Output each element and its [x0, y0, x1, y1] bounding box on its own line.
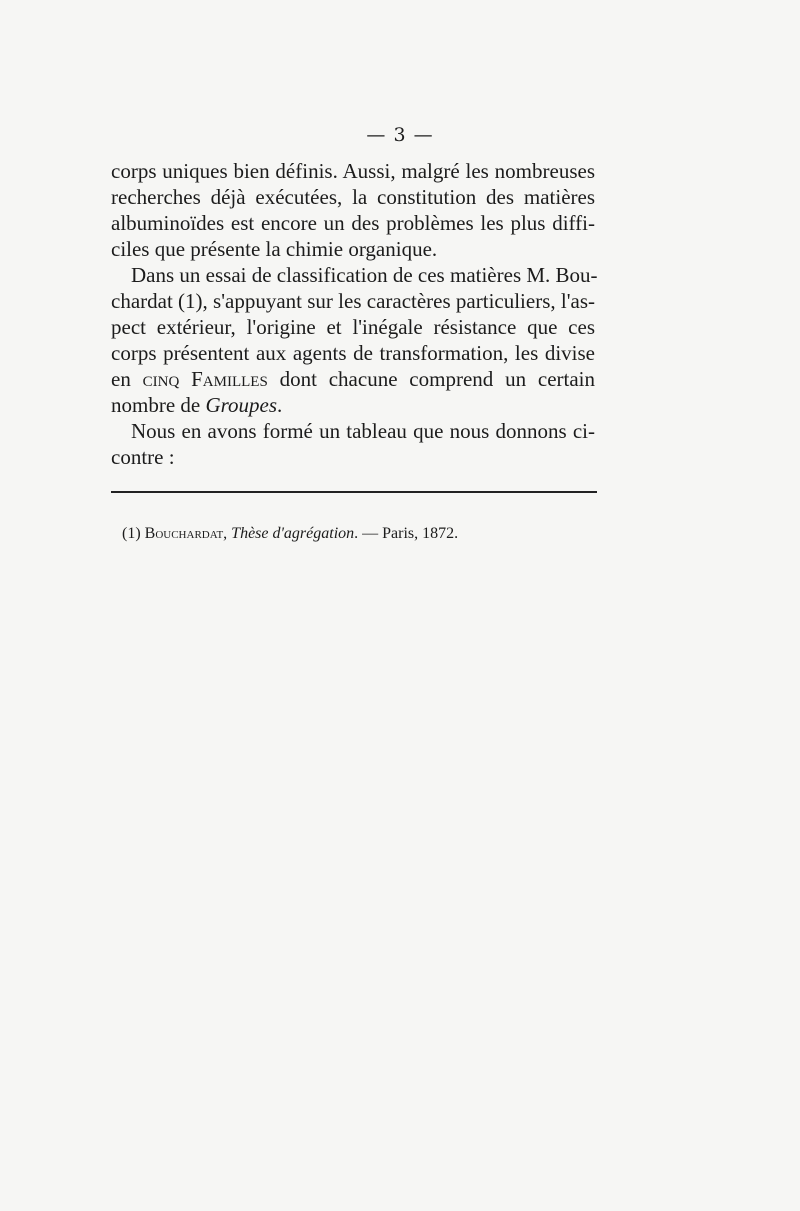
page-number: — 3 —	[366, 124, 434, 146]
footnote-rest: . — Paris, 1872.	[354, 525, 459, 542]
text-line	[111, 392, 595, 418]
text-line: recherches déjà exécutées, la constitution des matières	[111, 185, 595, 209]
footnote-author: Bouchardat	[144, 525, 224, 542]
footnote-title: Thèse d'agrégation	[231, 525, 355, 542]
text-fragment: en	[111, 367, 143, 391]
text-line	[111, 366, 595, 392]
text-fragment	[179, 367, 191, 391]
small-caps-text: cinq	[142, 367, 180, 391]
text-fragment: .	[277, 393, 283, 417]
text-line: contre :	[111, 445, 175, 469]
text-line: chardat (1), s'appuyant sur les caractères particuliers, l'as-	[111, 289, 595, 313]
text-fragment: nombre de	[111, 393, 206, 417]
text-line: corps uniques bien définis. Aussi, malgré les nombreuses	[111, 159, 595, 183]
text-fragment: dont chacune comprend un certain	[267, 367, 596, 391]
text-line: albuminoïdes est encore un des problèmes les plus diffi-	[111, 211, 595, 235]
text-line: Dans un essai de classification de ces matières M. Bou-	[131, 263, 598, 287]
text-line: corps présentent aux agents de transformation, les divise	[111, 341, 595, 365]
footnote-marker: (1)	[122, 525, 145, 542]
body-text	[111, 158, 598, 470]
footnote-rule	[111, 491, 597, 493]
text-line: pect extérieur, l'origine et l'inégale résistance que ces	[111, 315, 595, 339]
footnote	[122, 525, 458, 543]
small-caps-text: Familles	[191, 367, 268, 391]
text-line: Nous en avons formé un tableau que nous donnons ci-	[131, 419, 595, 443]
footnote-separator: ,	[223, 525, 232, 542]
text-line: ciles que présente la chimie organique.	[111, 237, 438, 261]
italic-text: Groupes	[205, 393, 278, 417]
